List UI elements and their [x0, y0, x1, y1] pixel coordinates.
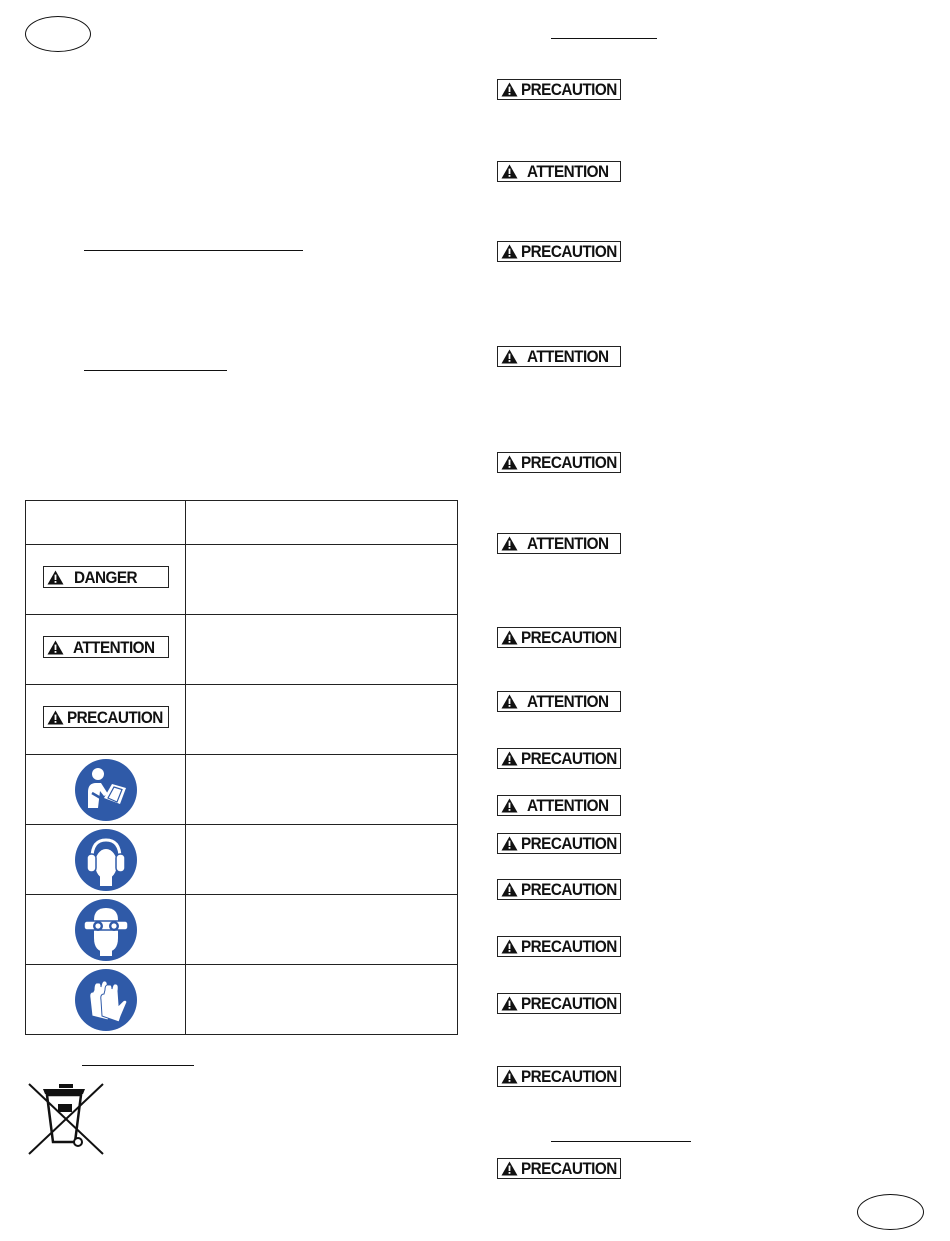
crossed-out-wheelie-bin-icon	[25, 1082, 107, 1156]
warning-triangle-icon	[501, 996, 518, 1011]
warning-triangle-icon	[501, 836, 518, 851]
signal-word-label: DANGER	[73, 567, 137, 587]
table-cell-symbol	[26, 685, 186, 755]
signal-word-label: PRECAUTION	[66, 707, 163, 727]
hand-protection-icon	[74, 968, 138, 1032]
section-heading-underline	[551, 38, 657, 39]
attention-badge	[43, 636, 169, 658]
warning-triangle-icon	[501, 1069, 518, 1084]
precaution-badge	[497, 79, 621, 100]
signal-word-label: PRECAUTION	[521, 937, 617, 956]
signal-word-label: PRECAUTION	[521, 242, 617, 261]
warning-triangle-icon	[501, 882, 518, 897]
warning-triangle-icon	[501, 244, 518, 259]
page-number-indicator	[857, 1194, 924, 1230]
danger-badge	[43, 566, 169, 588]
section-heading-underline	[551, 1141, 691, 1142]
signal-word-label: ATTENTION	[72, 637, 155, 657]
language-indicator	[25, 16, 91, 52]
precaution-badge	[43, 706, 169, 728]
table-header-row	[26, 501, 458, 545]
warning-triangle-icon	[501, 751, 518, 766]
warning-triangle-icon	[47, 640, 64, 655]
table-cell-description	[186, 755, 458, 825]
warning-triangle-icon	[47, 570, 64, 585]
warning-triangle-icon	[501, 536, 518, 551]
section-heading-underline	[84, 250, 303, 251]
signal-word-label: PRECAUTION	[521, 1159, 617, 1178]
table-row	[26, 685, 458, 755]
table-header-cell	[186, 501, 458, 545]
signal-word-label: ATTENTION	[527, 692, 609, 711]
signal-word-label: ATTENTION	[527, 534, 609, 553]
warning-triangle-icon	[501, 164, 518, 179]
attention-badge	[497, 346, 621, 367]
section-heading-underline	[82, 1065, 194, 1066]
precaution-badge	[497, 241, 621, 262]
table-row	[26, 755, 458, 825]
warning-triangle-icon	[501, 455, 518, 470]
table-row	[26, 545, 458, 615]
signal-word-label: PRECAUTION	[521, 1067, 617, 1086]
warning-triangle-icon	[47, 710, 64, 725]
signal-word-label: PRECAUTION	[521, 834, 617, 853]
table-cell-symbol	[26, 545, 186, 615]
signal-word-label: ATTENTION	[527, 347, 609, 366]
eye-protection-icon	[74, 898, 138, 962]
table-cell-description	[186, 895, 458, 965]
signal-word-label: ATTENTION	[527, 162, 609, 181]
table-cell-description	[186, 545, 458, 615]
attention-badge	[497, 161, 621, 182]
precaution-badge	[497, 993, 621, 1014]
warning-triangle-icon	[501, 82, 518, 97]
precaution-badge	[497, 936, 621, 957]
safety-symbol-table	[25, 500, 458, 1035]
table-cell-description	[186, 825, 458, 895]
warning-triangle-icon	[501, 939, 518, 954]
table-header-cell	[26, 501, 186, 545]
table-row	[26, 825, 458, 895]
signal-word-label: PRECAUTION	[521, 749, 617, 768]
precaution-badge	[497, 452, 621, 473]
precaution-badge	[497, 1158, 621, 1179]
warning-triangle-icon	[501, 694, 518, 709]
precaution-badge	[497, 627, 621, 648]
signal-word-label: PRECAUTION	[521, 994, 617, 1013]
table-cell-description	[186, 615, 458, 685]
table-cell-symbol	[26, 825, 186, 895]
ear-protection-icon	[74, 828, 138, 892]
table-cell-symbol	[26, 965, 186, 1035]
table-cell-symbol	[26, 615, 186, 685]
table-row	[26, 895, 458, 965]
attention-badge	[497, 691, 621, 712]
read-manual-icon	[74, 758, 138, 822]
signal-word-label: PRECAUTION	[521, 628, 617, 647]
signal-word-label: PRECAUTION	[521, 880, 617, 899]
signal-word-label: PRECAUTION	[521, 453, 617, 472]
table-cell-description	[186, 965, 458, 1035]
table-row	[26, 615, 458, 685]
section-heading-underline	[84, 370, 227, 371]
table-cell-description	[186, 685, 458, 755]
signal-word-label: PRECAUTION	[521, 80, 617, 99]
attention-badge	[497, 533, 621, 554]
warning-triangle-icon	[501, 630, 518, 645]
signal-word-label: ATTENTION	[527, 796, 609, 815]
precaution-badge	[497, 833, 621, 854]
precaution-badge	[497, 748, 621, 769]
warning-triangle-icon	[501, 1161, 518, 1176]
warning-triangle-icon	[501, 798, 518, 813]
attention-badge	[497, 795, 621, 816]
table-row	[26, 965, 458, 1035]
table-cell-symbol	[26, 895, 186, 965]
precaution-badge	[497, 1066, 621, 1087]
precaution-badge	[497, 879, 621, 900]
warning-triangle-icon	[501, 349, 518, 364]
table-cell-symbol	[26, 755, 186, 825]
